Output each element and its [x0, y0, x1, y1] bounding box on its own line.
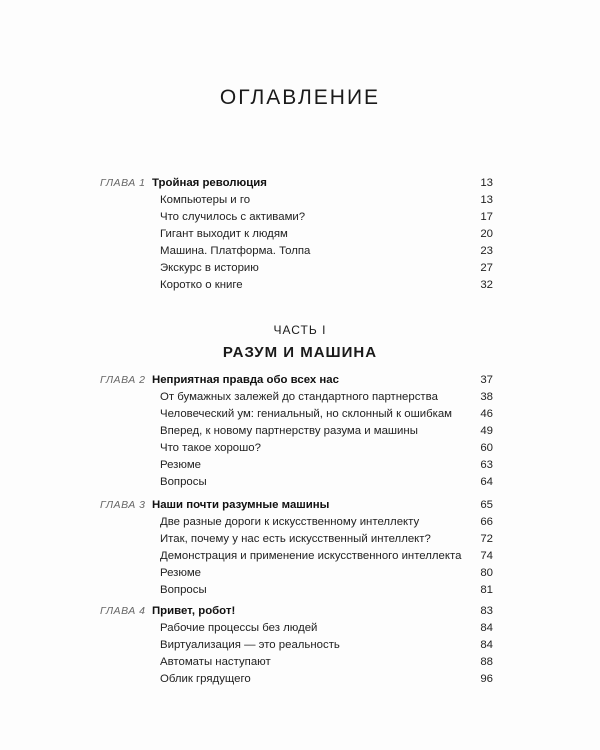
section-title: Вопросы: [160, 584, 207, 596]
page-number: 96: [480, 673, 493, 685]
page-number: 65: [480, 499, 493, 511]
chapter-title: Привет, робот!: [152, 605, 236, 617]
page-number: 13: [480, 177, 493, 189]
section-title: От бумажных залежей до стандартного партнерства: [160, 391, 438, 403]
toc-entry[interactable]: [0, 531, 600, 548]
toc-entry[interactable]: [0, 671, 600, 688]
chapter-title: Неприятная правда обо всех нас: [152, 374, 339, 386]
section-title: Гигант выходит к людям: [160, 228, 288, 240]
chapter-label: ГЛАВА 3: [100, 499, 146, 511]
toc-entry[interactable]: [0, 226, 600, 243]
page-number: 23: [480, 245, 493, 257]
section-title: Экскурс в историю: [160, 262, 259, 274]
page-number: 49: [480, 425, 493, 437]
toc-entry[interactable]: [0, 423, 600, 440]
page-number: 13: [480, 194, 493, 206]
page-number: 72: [480, 533, 493, 545]
page-number: 17: [480, 211, 493, 223]
page-number: 84: [480, 639, 493, 651]
section-title: Резюме: [160, 567, 201, 579]
toc-entry[interactable]: [0, 637, 600, 654]
section-title: Вперед, к новому партнерству разума и машины: [160, 425, 418, 437]
chapter-row[interactable]: [0, 372, 600, 389]
section-title: Резюме: [160, 459, 201, 471]
section-title: Что такое хорошо?: [160, 442, 261, 454]
page-number: 74: [480, 550, 493, 562]
page-number: 38: [480, 391, 493, 403]
chapter-1: [0, 175, 600, 294]
toc-entry[interactable]: [0, 389, 600, 406]
section-title: Вопросы: [160, 476, 207, 488]
chapter-row[interactable]: [0, 175, 600, 192]
chapter-3: [0, 497, 600, 599]
chapter-label: ГЛАВА 4: [100, 605, 146, 617]
page-number: 27: [480, 262, 493, 274]
chapter-row[interactable]: [0, 497, 600, 514]
toc-entry[interactable]: [0, 654, 600, 671]
chapter-row[interactable]: [0, 603, 600, 620]
page-number: 81: [480, 584, 493, 596]
section-title: Облик грядущего: [160, 673, 251, 685]
part-label: ЧАСТЬ I: [273, 323, 327, 337]
page-number: 60: [480, 442, 493, 454]
toc-heading: ОГЛАВЛЕНИЕ: [219, 86, 381, 109]
section-title: Рабочие процессы без людей: [160, 622, 318, 634]
toc-entry[interactable]: [0, 514, 600, 531]
toc-entry[interactable]: [0, 406, 600, 423]
part-title: РАЗУМ И МАШИНА: [222, 344, 378, 361]
page-number: 84: [480, 622, 493, 634]
section-title: Компьютеры и го: [160, 194, 251, 206]
page-number: 63: [480, 459, 493, 471]
toc-entry[interactable]: [0, 565, 600, 582]
section-title: Машина. Платформа. Толпа: [160, 245, 311, 257]
toc-entry[interactable]: [0, 440, 600, 457]
chapter-label: ГЛАВА 2: [100, 374, 146, 386]
toc-entry[interactable]: [0, 277, 600, 294]
page-number: 83: [480, 605, 493, 617]
section-title: Демонстрация и применение искусственного интеллекта: [160, 550, 462, 562]
chapter-title: Тройная революция: [152, 177, 267, 189]
section-title: Что случилось с активами?: [160, 211, 306, 223]
section-title: Человеческий ум: гениальный, но склонный к ошибкам: [160, 408, 452, 420]
page-number: 66: [480, 516, 493, 528]
toc-entry[interactable]: [0, 192, 600, 209]
section-title: Виртуализация — это реальность: [160, 639, 340, 651]
page-number: 64: [480, 476, 493, 488]
chapter-title: Наши почти разумные машины: [152, 499, 330, 511]
section-title: Коротко о книге: [160, 279, 243, 291]
page-number: 37: [480, 374, 493, 386]
chapter-label: ГЛАВА 1: [100, 177, 146, 189]
page-number: 20: [480, 228, 493, 240]
toc-entry[interactable]: [0, 209, 600, 226]
page-number: 88: [480, 656, 493, 668]
toc-entry[interactable]: [0, 474, 600, 491]
toc-entry[interactable]: [0, 260, 600, 277]
page-number: 80: [480, 567, 493, 579]
toc-entry[interactable]: [0, 582, 600, 599]
toc-entry[interactable]: [0, 457, 600, 474]
page-number: 32: [480, 279, 493, 291]
section-title: Итак, почему у нас есть искусственный интеллект?: [160, 533, 431, 545]
section-title: Две разные дороги к искусственному интеллекту: [160, 516, 420, 528]
toc-entry[interactable]: [0, 620, 600, 637]
page-number: 46: [480, 408, 493, 420]
toc-entry[interactable]: [0, 548, 600, 565]
chapter-2: [0, 372, 600, 491]
toc-entry[interactable]: [0, 243, 600, 260]
chapter-4: [0, 603, 600, 688]
section-title: Автоматы наступают: [160, 656, 271, 668]
